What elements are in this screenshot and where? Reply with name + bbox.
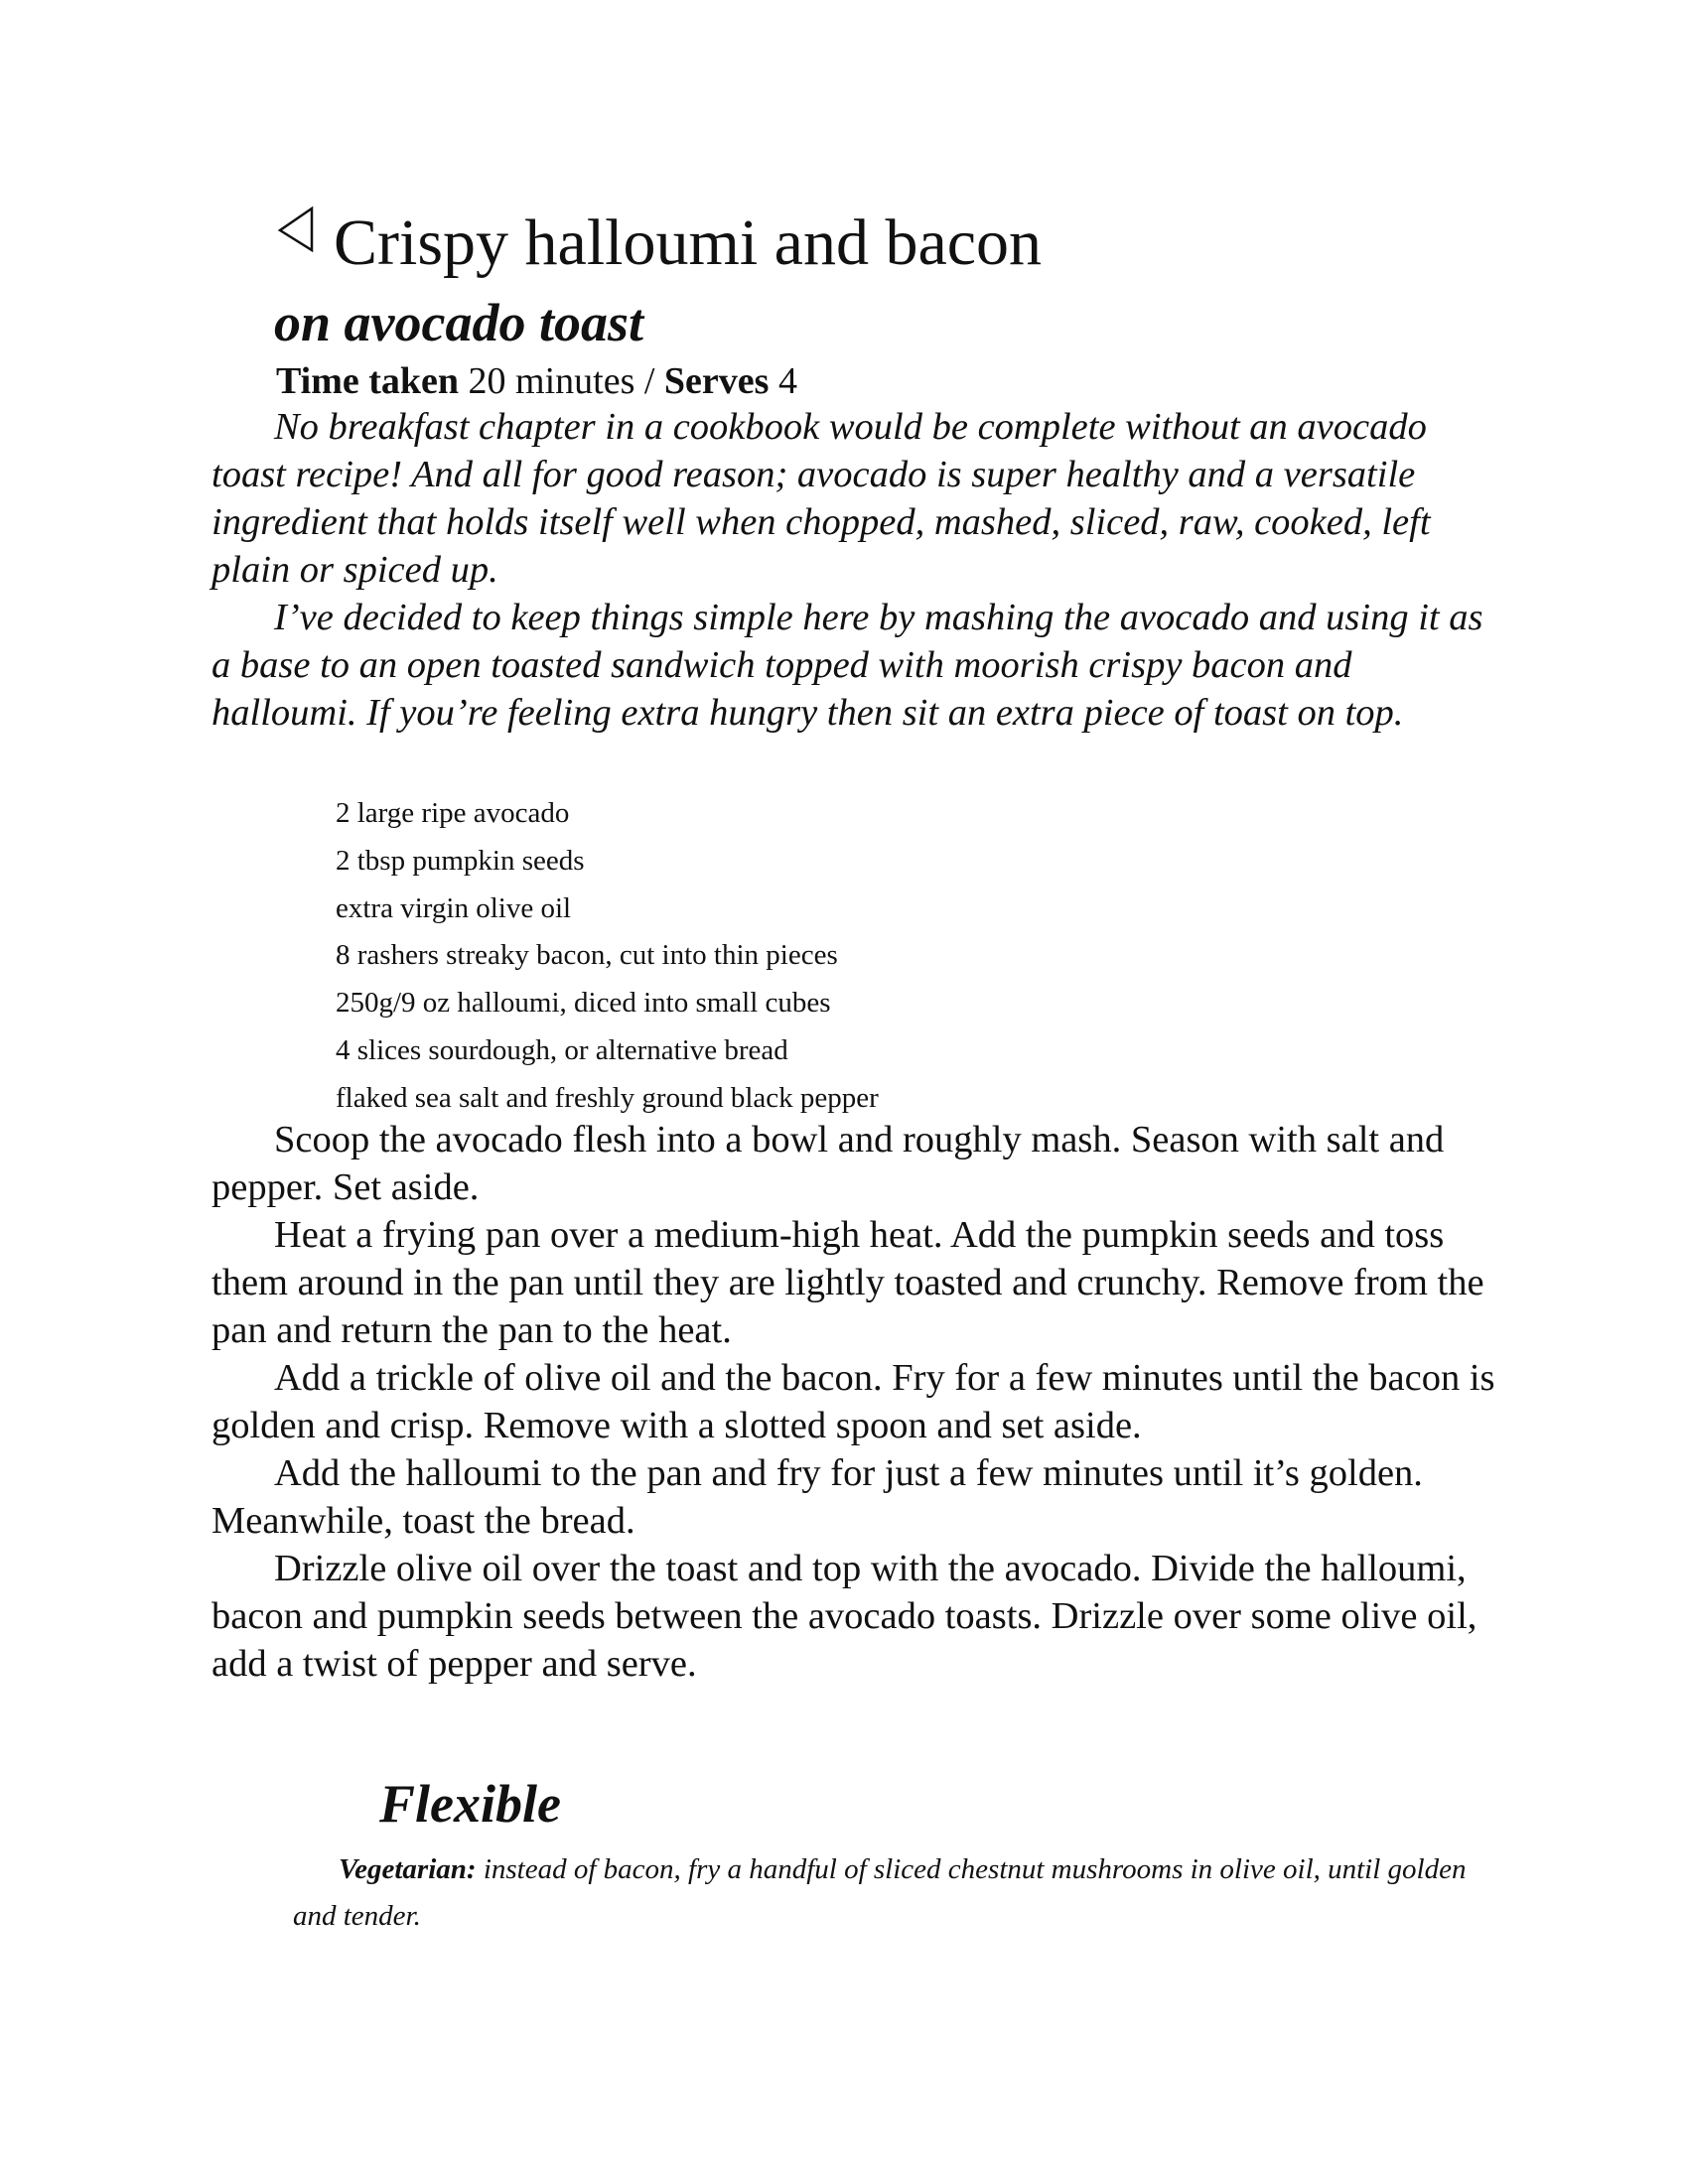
method-step: Scoop the avocado flesh into a bowl and roughly mash. Season with salt and pepper. Set aside. [211,1119,1445,1208]
ingredient-item: 4 slices sourdough, or alternative bread [336,1033,788,1066]
intro-paragraph: I’ve decided to keep things simple here by mashing the avocado and using it as a base to an open toasted sandwich topped with moorish crispy bacon and halloumi. If you’re feeling extra hungry then sit an extra piece of toast on top. [211,597,1483,734]
recipe-method [211,1116,1502,1688]
back-triangle-icon[interactable] [276,205,316,260]
ingredient-item: extra virgin olive oil [336,891,572,924]
recipe-meta [276,355,797,407]
method-step: Add a trickle of olive oil and the bacon. Fry for a few minutes until the bacon is golden and crisp. Remove with a slotted spoon and set aside. [211,1357,1495,1446]
time-label: Time taken [276,360,460,402]
method-step: Drizzle olive oil over the toast and top with the avocado. Divide the halloumi, bacon and pumpkin seeds between the avocado toasts. Drizzle over some olive oil, add a twist of pepper and serve. [211,1548,1477,1685]
title-row [276,199,1042,288]
ingredient-item: 2 large ripe avocado [336,797,570,829]
recipe-subtitle: on avocado toast [274,293,643,352]
flexible-note [293,1846,1514,1940]
flexible-label: Vegetarian: [339,1853,477,1885]
intro-paragraph: No breakfast chapter in a cookbook would be complete without an avocado toast recipe! And all for good reason; avocado is super healthy and a versatile ingredient that holds itself well when chopped, mashed, sliced, raw, cooked, left plain or spiced up. [211,406,1431,591]
ingredient-item: flaked sea salt and freshly ground black pepper [336,1081,879,1114]
ingredient-item: 8 rashers streaky bacon, cut into thin pieces [336,939,838,972]
flexible-text: instead of bacon, fry a handful of sliced chestnut mushrooms in olive oil, until golden and tender. [293,1853,1467,1932]
ingredient-item: 250g/9 oz halloumi, diced into small cubes [336,987,831,1020]
time-value: 20 minutes / [459,360,664,402]
ingredient-list [336,790,879,1123]
recipe-title: Crispy halloumi and bacon [334,206,1043,279]
method-step: Heat a frying pan over a medium-high heat. Add the pumpkin seeds and toss them around in the pan until they are lightly toasted and crunchy. Remove from the pan and return the pan to the heat. [211,1214,1484,1351]
serves-label: Serves [663,360,770,402]
recipe-intro [211,403,1502,737]
method-step: Add the halloumi to the pan and fry for just a few minutes until it’s golden. Meanwhile, toast the bread. [211,1452,1423,1542]
flexible-heading: Flexible [379,1774,561,1834]
ingredient-item: 2 tbsp pumpkin seeds [336,844,585,877]
serves-value: 4 [769,360,797,402]
